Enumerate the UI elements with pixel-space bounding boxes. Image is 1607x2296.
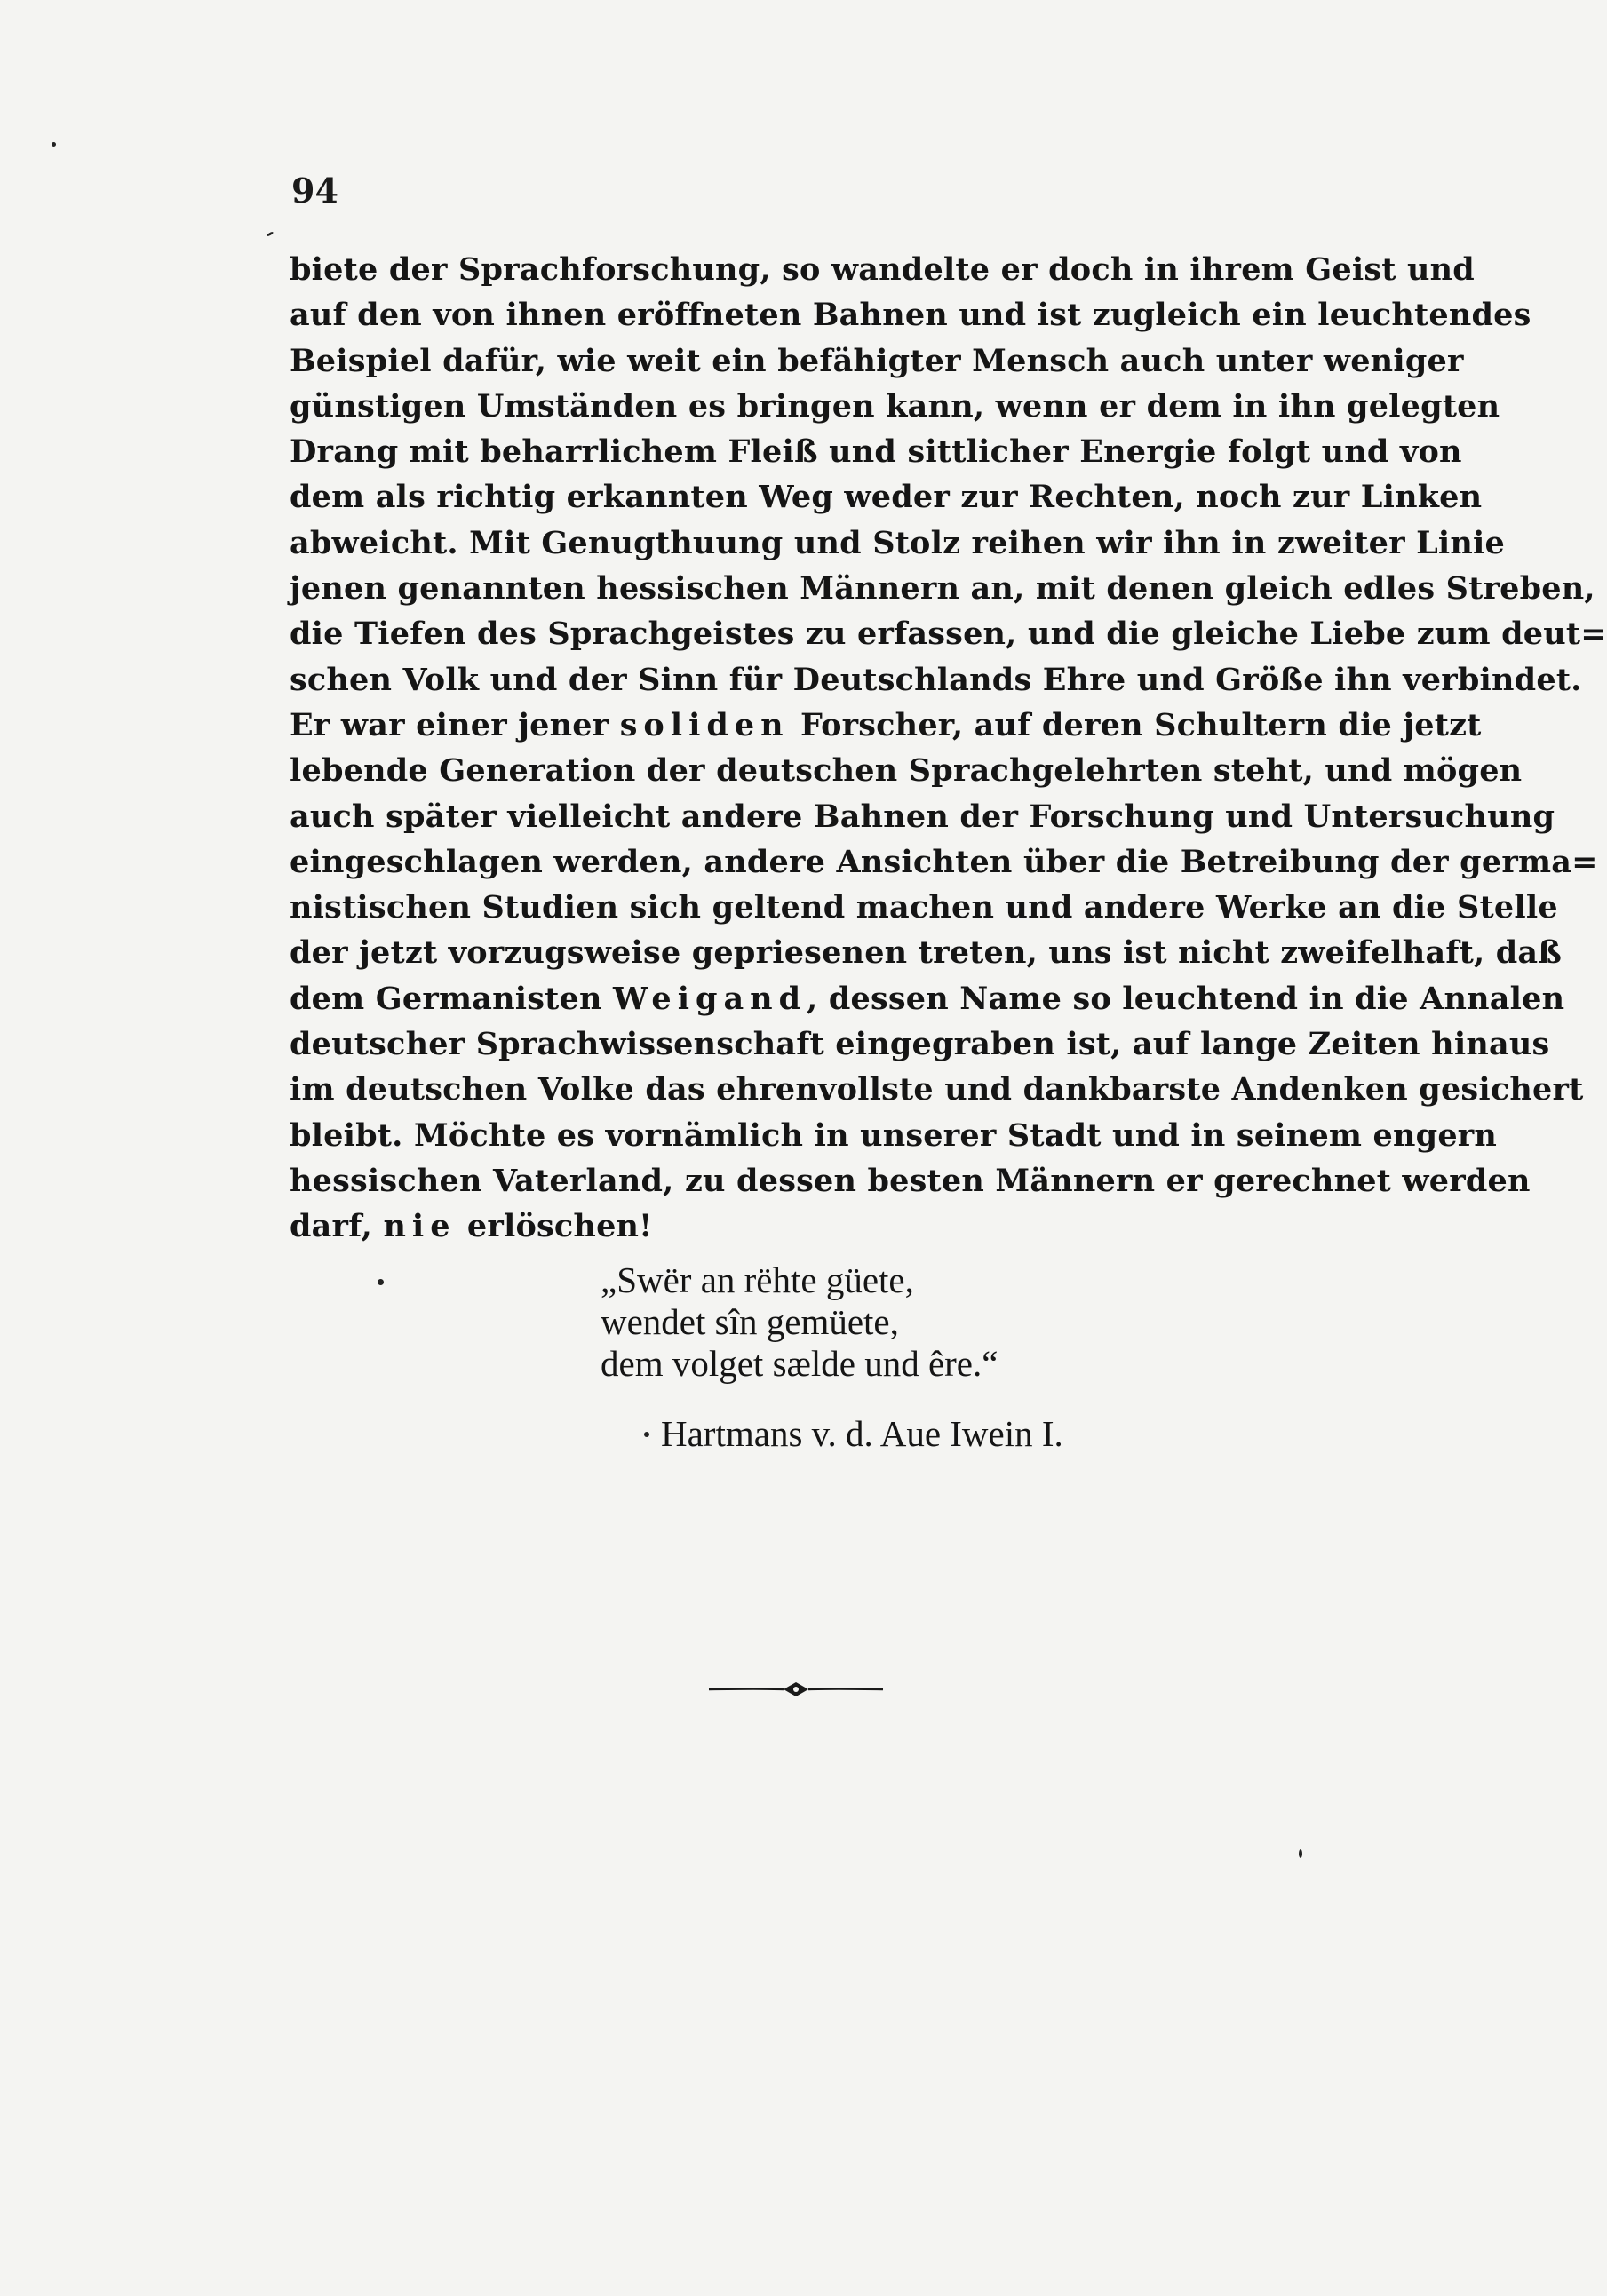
stray-dot — [378, 1279, 384, 1285]
page-number: 94 — [291, 171, 338, 211]
text-line: hessischen Vaterland, zu dessen besten Männern er gerechnet werden — [290, 1162, 1531, 1199]
text-line: im deutschen Volke das ehrenvollste und dankbarste Andenken gesichert — [290, 1071, 1584, 1108]
scan-speck — [267, 231, 274, 237]
text-line: dem Germanisten Weigand, dessen Name so leuchtend in die Annalen — [290, 980, 1565, 1017]
text-line: die Tiefen des Sprachgeistes zu erfassen, und die gleiche Liebe zum deut= — [290, 616, 1607, 653]
verse-line: dem volget sælde und êre.“ — [601, 1343, 998, 1384]
text-line: Drang mit beharrlichem Fleiß und sittlicher Energie folgt und von — [290, 433, 1462, 471]
text-line: bleibt. Möchte es vornämlich in unserer Stadt und in seinem engern — [290, 1116, 1498, 1154]
end-ornament — [707, 1679, 885, 1700]
verse-quote — [601, 1259, 998, 1385]
body-paragraph — [290, 247, 1607, 1250]
text-line: auch später vielleicht andere Bahnen der Forschung und Untersuchung — [290, 798, 1555, 835]
quote-attribution: Hartmans v. d. Aue Iwein I. — [661, 1413, 1063, 1454]
text-line: nistischen Studien sich geltend machen und andere Werke an die Stelle — [290, 889, 1558, 926]
text-line: darf, nie erlöschen! — [290, 1208, 653, 1245]
text-line: Beispiel dafür, wie weit ein befähigter Mensch auch unter weniger — [290, 342, 1464, 379]
text-line: abweicht. Mit Genugthuung und Stolz reihen wir ihn in zweiter Linie — [290, 524, 1506, 561]
text-line: günstigen Umständen es bringen kann, wenn er dem in ihn gelegten — [290, 387, 1500, 425]
text-line: schen Volk und der Sinn für Deutschlands Ehre und Größe ihn verbindet. — [290, 661, 1582, 698]
scan-speck — [1299, 1849, 1302, 1858]
stray-dot — [644, 1432, 649, 1437]
verse-line: wendet sîn gemüete, — [601, 1301, 899, 1342]
text-line: lebende Generation der deutschen Sprachgelehrten steht, und mögen — [290, 752, 1523, 790]
text-line: jenen genannten hessischen Männern an, mit denen gleich edles Streben, — [290, 570, 1595, 608]
verse-line: „Swër an rëhte güete, — [601, 1259, 914, 1300]
text-line: eingeschlagen werden, andere Ansichten über die Betreibung der germa= — [290, 843, 1598, 880]
text-line: biete der Sprachforschung, so wandelte er doch in ihrem Geist und — [290, 251, 1475, 288]
emphasized-word: nie — [383, 1208, 457, 1245]
text-line: Er war einer jener soliden Forscher, auf deren Schultern die jetzt — [290, 706, 1482, 743]
scan-speck — [52, 142, 56, 147]
text-line: der jetzt vorzugsweise gepriesenen treten, uns ist nicht zweifelhaft, daß — [290, 934, 1563, 972]
emphasized-word: Weigand — [612, 980, 807, 1017]
text-line: deutscher Sprachwissenschaft eingegraben ist, auf lange Zeiten hinaus — [290, 1026, 1550, 1063]
text-line: dem als richtig erkannten Weg weder zur Rechten, noch zur Linken — [290, 479, 1483, 516]
emphasized-word: soliden — [619, 706, 790, 743]
text-line: auf den von ihnen eröffneten Bahnen und ist zugleich ein leuchtendes — [290, 297, 1531, 334]
